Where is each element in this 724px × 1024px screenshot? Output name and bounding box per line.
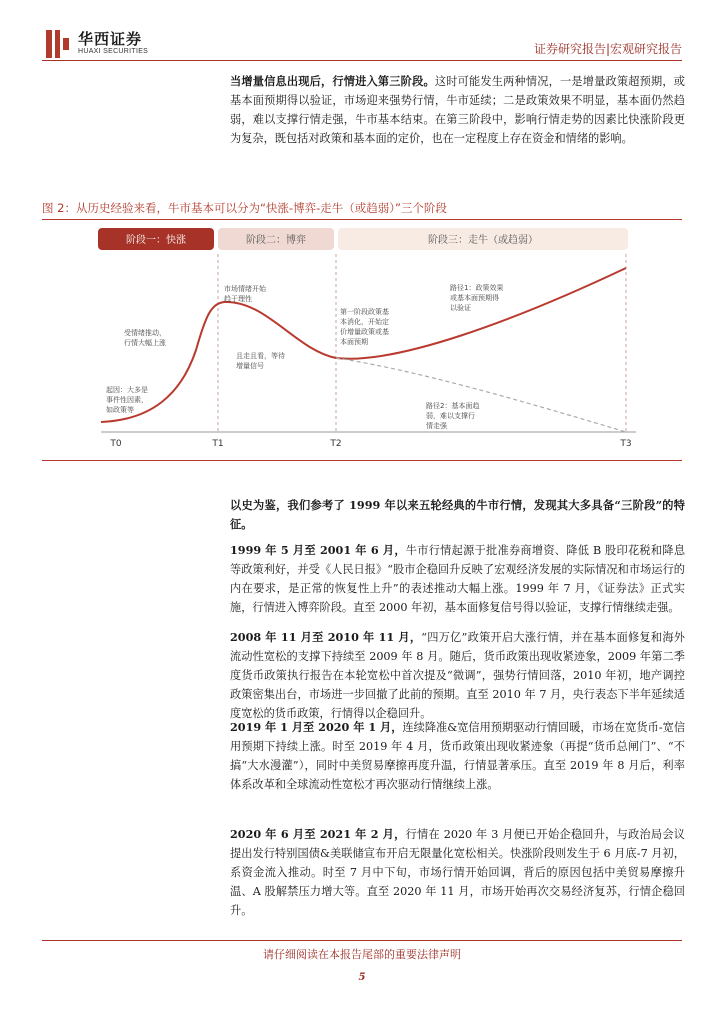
page-number: 5 — [358, 972, 366, 983]
company-name-en: HUAXI SECURITIES — [78, 48, 149, 55]
intro-lead: 当增量信息出现后，行情进入第三阶段。 — [230, 74, 435, 88]
summary-paragraph — [230, 496, 685, 534]
svg-text:且走且看，等待: 且走且看，等待 — [236, 352, 285, 360]
case-1999 — [230, 541, 685, 617]
time-label-t1: T1 — [212, 439, 224, 449]
svg-text:趋于理性: 趋于理性 — [224, 295, 252, 303]
page-header — [0, 0, 724, 64]
footer-disclaimer: 请仔细阅读在本报告尾部的重要法律声明 — [263, 948, 461, 961]
svg-text:价增量政策或基: 价增量政策或基 — [340, 328, 389, 336]
stage-1-label: 阶段一：快涨 — [126, 235, 186, 246]
svg-text:本面预期: 本面预期 — [340, 338, 368, 346]
svg-text:事件性因素，: 事件性因素， — [106, 396, 148, 404]
case-period: 1999 年 5 月至 2001 年 6 月， — [230, 543, 406, 557]
annotation-game — [236, 351, 285, 370]
annotation-t2 — [340, 307, 389, 346]
header-divider — [42, 60, 682, 61]
case-period: 2020 年 6 月至 2021 年 2 月， — [230, 827, 406, 841]
company-name: 华西证券 — [78, 30, 143, 48]
case-text: 牛市行情起源于批准券商增资、降低 B 股印花税和降息等政策利好，并受《人民日报》“股市企稳回升反映了宏观经济发展的实际情况和市场运行的内在要求，是正常的恢复性上升”的表述推动大幅上涨。1999 年 7 月，《证券法》正式实施，行情进入博弈阶段。直至 2000 年初，基本面修复信号得以验证，支撑行情继续走强。 — [230, 544, 686, 614]
intro-paragraph — [230, 72, 685, 148]
case-period: 2008 年 11 月至 2010 年 11 月， — [230, 630, 422, 644]
case-text: “四万亿”政策开启大涨行情，并在基本面修复和海外流动性宽松的支撑下持续至 2009 年 8 月。随后，货币政策出现收紧迹象，2009 年第二季度货币政策执行报告在本轮宽松中首次提及“微调”，强势行情回落，2010 年初，地产调控政策密集出台，市场进一步回撤了此前的预期。直至 2010 年 7 月，央行表态下半年延续适度宽松的货币政策，行情得以企稳回升。 — [230, 631, 685, 720]
time-label-t3: T3 — [620, 439, 632, 449]
footer-divider — [42, 940, 682, 941]
time-label-t2: T2 — [330, 439, 342, 449]
svg-text:受情绪推动，: 受情绪推动， — [124, 329, 166, 337]
svg-text:第一阶段政策基: 第一阶段政策基 — [340, 308, 389, 316]
svg-text:或基本面预期得: 或基本面预期得 — [450, 294, 499, 302]
stage-2-label: 阶段二：博弈 — [246, 235, 306, 246]
figure-bottom-divider — [42, 460, 682, 461]
stage-3-label: 阶段三：走牛（或趋弱） — [428, 235, 538, 246]
huaxi-logo-icon — [46, 28, 70, 60]
figure-title: 图 2：从历史经验来看，牛市基本可以分为“快涨-博弈-走牛（或趋弱）”三个阶段 — [42, 200, 682, 220]
case-2008 — [230, 628, 685, 723]
annotation-rise — [124, 328, 166, 347]
annotation-peak — [224, 284, 267, 303]
bull-market-stages-chart — [96, 220, 641, 452]
svg-text:情走强: 情走强 — [426, 422, 447, 430]
intro-body: 这时可能发生两种情况，一是增量政策超预期，或基本面预期得以验证，市场迎来强势行情，牛市延续；二是政策效果不明显，基本面仍然趋弱，难以支撑行情走强，牛市基本结束。在第三阶段中，影响行情走势的因素比快涨阶段更为复杂，既包括对政策和基本面的定价，也在一定程度上存在资金和情绪的影响。 — [230, 75, 685, 145]
svg-text:路径2：基本面趋: 路径2：基本面趋 — [426, 402, 480, 410]
time-label-t0: T0 — [110, 439, 122, 449]
case-period: 2019 年 1 月至 2020 年 1 月， — [230, 720, 403, 734]
annotation-path1 — [450, 283, 503, 312]
case-2019 — [230, 718, 685, 794]
annotation-start — [106, 385, 148, 414]
svg-text:增量信号: 增量信号 — [236, 362, 264, 370]
summary-text: 以史为鉴，我们参考了 1999 年以来五轮经典的牛市行情，发现其大多具备“三阶段”的特征。 — [230, 498, 685, 531]
svg-text:以验证: 以验证 — [450, 304, 471, 312]
weak-path-curve — [336, 358, 626, 432]
svg-text:行情大幅上涨: 行情大幅上涨 — [124, 339, 166, 347]
case-2020 — [230, 825, 685, 920]
case-text: 连续降准&宽信用预期驱动行情回暖，市场在宽货币-宽信用预期下持续上涨。时至 2019 年 4 月，货币政策出现收紧迹象（再提“货币总闸门”、“不搞“大水漫灌”），同时中美贸易摩擦再度升温，行情显著承压。直至 2019 年 8 月后，利率体系改革和全球流动性宽松才再次驱动行情继续上涨。 — [230, 721, 686, 791]
svg-text:路径1：政策效果: 路径1：政策效果 — [450, 284, 504, 292]
svg-text:市场情绪开始: 市场情绪开始 — [224, 285, 266, 293]
case-text: 行情在 2020 年 3 月便已开始企稳回升，与政治局会议提出发行特别国债&美联储宣布开启无限量化宽松相关。快涨阶段则发生于 6 月底-7 月初，系资金流入推动。时至 7 月中下旬，市场行情开始回调，背后的原因包括中美贸易摩擦升温、A 股解禁压力增大等。直至 2020 年 11 月，市场开始再次交易经济复苏，行情企稳回升。 — [230, 828, 685, 917]
report-type: 证券研究报告|宏观研究报告 — [533, 42, 682, 56]
svg-text:起因：大多是: 起因：大多是 — [106, 386, 148, 394]
svg-text:本消化，开始定: 本消化，开始定 — [340, 318, 389, 326]
svg-text:如政策等: 如政策等 — [106, 406, 134, 414]
svg-text:弱，难以支撑行: 弱，难以支撑行 — [426, 412, 475, 420]
annotation-path2 — [426, 401, 479, 430]
